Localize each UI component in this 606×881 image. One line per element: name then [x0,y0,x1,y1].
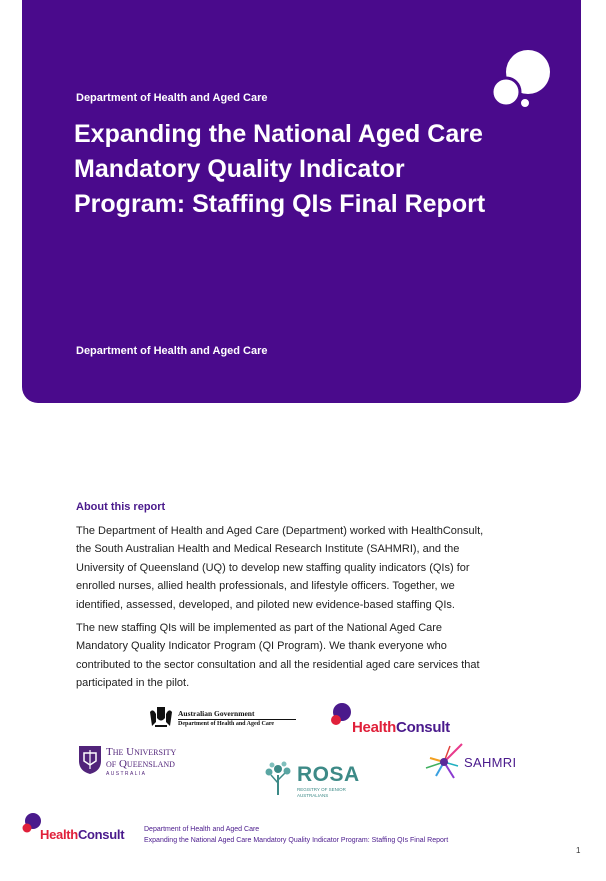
page-number: 1 [576,846,581,855]
hero-author: Department of Health and Aged Care [76,345,268,357]
rosa-logo [262,761,362,799]
rosa-name: ROSA [297,763,360,786]
footer-healthconsult-logo [22,812,134,844]
rosa-sub-line-1: REGISTRY OF SENIOR [297,787,346,792]
title-line: Mandatory Quality Indicator [74,155,405,183]
title-line: Program: Staffing QIs Final Report [74,190,486,218]
wordmark-consult: Consult [396,719,450,736]
uq-crest-icon [78,745,102,775]
footer-wordmark-health: Health [40,827,78,842]
gov-department: Department of Health and Aged Care [178,721,275,727]
bubbles-graphic [492,48,562,110]
text-line: identified, assessed, developed, and piloted new evidence-based staffing QIs. [76,598,455,611]
about-heading: About this report [76,501,166,513]
uq-name [106,746,176,770]
cover-hero [22,0,581,403]
sahmri-burst-icon [424,740,466,784]
text-line: participated in the pilot. [76,677,190,690]
report-title [74,117,554,222]
footer-line-1: Department of Health and Aged Care [144,826,260,833]
sahmri-logo [424,740,524,784]
uq-line-2: of Queensland [106,758,175,770]
text-line: the South Australian Health and Medical Research Institute (SAHMRI), and the [76,543,460,556]
rosa-tree-icon [262,761,294,797]
about-paragraph-1 [76,522,536,614]
text-line: The new staffing QIs will be implemented as part of the National Aged Care [76,622,443,635]
healthconsult-logo [330,702,470,738]
footer-wordmark [40,827,124,842]
footer-line-2: Expanding the National Aged Care Mandatory Quality Indicator Program: Staffing QIs Final Report [144,837,449,844]
text-line: enrolled nurses, allied health professionals, and lifestyle officers. Together, we [76,580,455,593]
wordmark-health: Health [352,719,397,736]
footer-wordmark-consult: Consult [77,827,125,842]
gov-name: Australian Government [178,709,255,718]
sahmri-name: SAHMRI [464,755,517,770]
uq-logo [78,745,208,779]
uq-line-1: The University [106,746,177,758]
text-line: Mandatory Quality Indicator Program (QI Program). We thank everyone who [76,640,447,653]
gov-divider [178,719,296,720]
australian-government-logo [148,704,298,732]
uq-country: AUSTRALIA [106,771,147,777]
coat-of-arms-icon [148,704,174,730]
healthconsult-wordmark [352,719,450,736]
rosa-sub-line-2: AUSTRALIANS [297,792,329,798]
hero-department: Department of Health and Aged Care [76,92,268,104]
rosa-subtitle [297,787,346,798]
footer-text [144,824,448,846]
about-paragraph-2 [76,619,536,693]
text-line: contributed to the sector consultation and all the residential aged care services that [76,658,480,671]
title-line: Expanding the National Aged Care [74,120,483,148]
about-section [76,501,536,698]
text-line: University of Queensland (UQ) to develop new staffing quality indicators (QIs) for [76,561,470,574]
text-line: The Department of Health and Aged Care (Department) worked with HealthConsult, [76,525,484,537]
